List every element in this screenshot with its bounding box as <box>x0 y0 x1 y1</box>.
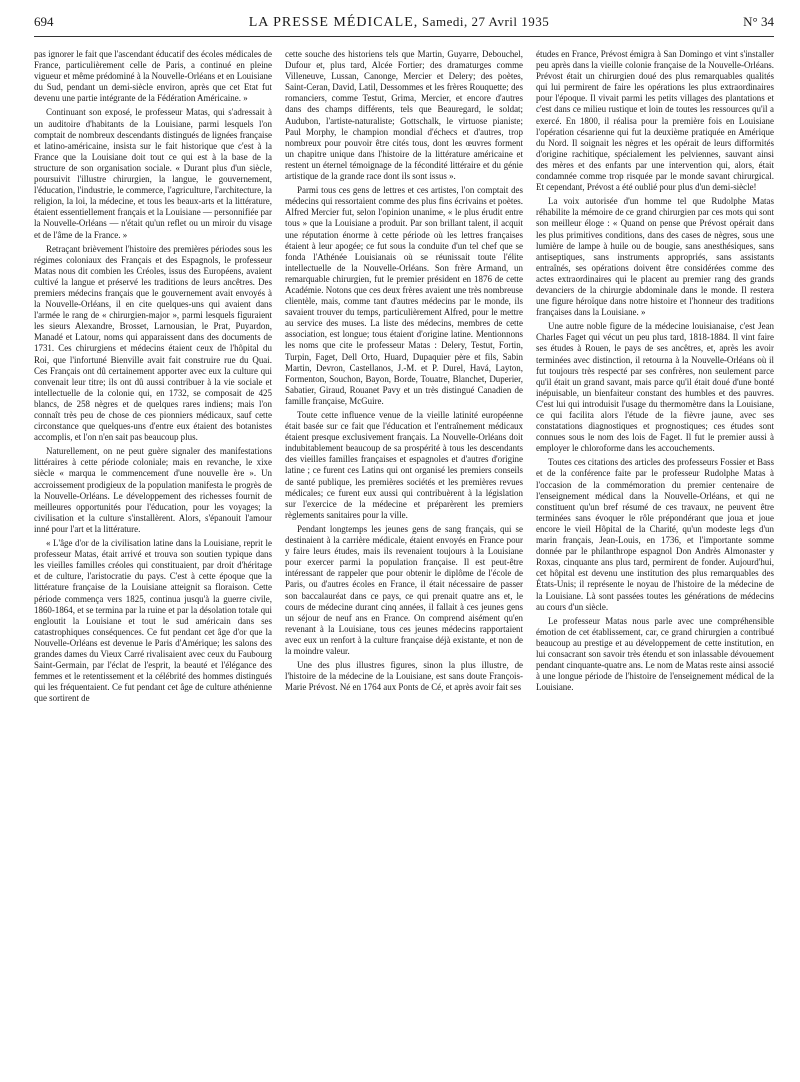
issue-number: N° 34 <box>743 14 774 29</box>
article-paragraph: Toute cette influence venue de la vieille latinité européenne était basée sur ce fait que l'éducation et l'entraînement médicaux étaient presque exclusivement français. La Nouvelle-Orléans doit indubitablement beaucoup de sa prospérité à tous les descendants des vieilles familles françaises et espagnoles et d'autres d'origine latine ; ce furent ces Latins qui ont organisé les premiers conseils de santé publique, les premières sociétés et les premières revues médicales; ce furent eux aussi qui contribuèrent à la législation sur l'exercice de la médecine et préparèrent les premiers règlements sanitaires pour la ville. <box>285 410 523 520</box>
article-paragraph: Une autre noble figure de la médecine louisianaise, c'est Jean Charles Faget qui vécut un peu plus tard, 1818-1884. Il vint faire ses études à Rouen, le pays de ses ancêtres, et, après les avoir terminées avec distinction, il retourna à la Nouvelle-Orléans où il fut toujours très respecté par ses confrères, non seulement parce qu'il était un grand savant, mais parce qu'il était doué d'une bonté inépuisable, un bienfaiteur constant des humbles et des pauvres. C'est lui qui introduisit l'usage du thermomètre dans la Louisiane, ce qui facilita alors l'étude de la fièvre jaune, avec ses constatations diagnostiques et prognostiques; ces études sont connues sous le nom des lois de Faget. Il fut le premier aussi à employer le chloroforme dans les accouchements. <box>536 321 774 454</box>
article-paragraph: Parmi tous ces gens de lettres et ces artistes, l'on comptait des médecins qui ressortaient comme des plus fins écrivains et poètes. Alfred Mercier fut, selon l'opinion unanime, « le plus érudit entre tous » que la Louisiane a produit. Par son brillant talent, il acquit une réputation énorme à cette période où les lettres françaises étaient à leur apogée; ce fut sous la conduite d'un tel chef que se fonda l'Athénée Louisianais où se réunissait toute l'élite intellectuelle de la Nouvelle-Orléans. Son frère Armand, un remarquable chirurgien, fut le premier président en 1876 de cette Académie. Notons que ces deux frères avaient une très nombreuse clientèle, mais, comme tant d'autres médecins par le monde, ils savaient trouver du temps, particulièrement Alfred, pour le mettre au service des muses. La liste des médecins, membres de cette association, est longue; tous étaient d'origine latine. Mentionnons les noms que cite le professeur Matas : Delery, Testut, Fortin, Turpin, Faget, Dell Orto, Huard, Dupaquier père et fils, Sabin Martin, Devron, Castellanos, J.-M. et P. Durel, Havá, Layton, Formenton, Souchon, Bayon, Borde, Touatre, Blanchet, Duperier, Sabatier, Giraud, Rouanet Pavy et un très distingué Canadien de famille française, McGuire. <box>285 185 523 406</box>
article-paragraph: cette souche des historiens tels que Martin, Guyarre, Debouchel, Dufour et, plus tard, Alcée Fortier; des dramaturges comme Villeneuve, Lussan, Canonge, Mercier et Delery; des poètes, Saint-Ceran, David, Latil, Dessommes et les frères Rouquette; des romanciers, comme Testut, Grima, Mercier, et encore d'autres dans des champs différents, tels que Beauregard, le soldat; Audubon, l'artiste-naturaliste; Gottschalk, le virtuose pianiste; Paul Morphy, le champion mondial d'échecs et d'autres, trop nombreux pour pouvoir être cités tous, dont les œuvres forment un chapitre unique dans l'histoire de la littérature américaine et restent un éternel témoignage de la fécondité littéraire et du génie artistique de la grande race dont ils sont issus ». <box>285 49 523 182</box>
article-paragraph: études en France, Prévost émigra à San Domingo et vint s'installer peu après dans la vieille colonie française de la Nouvelle-Orléans. Prévost était un chirurgien doué des plus remarquables qualités qui lui permirent de faire les opérations les plus extraordinaires pour l'époque. Il vivait parmi les petits villages des plantations et c'est dans ce milieu rustique et loin de toutes les ressources qu'il a exercé. En 1800, il réalisa pour la première fois en Louisiane l'opération césarienne qui fut la deuxième pratiquée en Amérique du Nord. Il soignait les nègres et les opérait de leurs difformités d'origine rachitique, spécialement les pelviennes, sauvant ainsi des mères et des enfants par une intervention qui, alors, était condamnée comme trop risquée par le monde savant chirurgical. Et cependant, Prévost a été oublié pour plus d'un demi-siècle! <box>536 49 774 193</box>
article-paragraph: Pendant longtemps les jeunes gens de sang français, qui se destinaient à la carrière médicale, étaient envoyés en France pour y faire leurs études, mais ils revenaient toujours à la Louisiane pour exercer parmi la population française. Il est peut-être intéressant de rappeler que pour obtenir le diplôme de l'école de Paris, ou d'autres écoles en France, il était nécessaire de passer son baccalauréat dans ce pays, ce qui prenait quatre ans et, le cours de médecine durant cinq années, il fallait à ces jeunes gens un séjour de neuf ans en France. On comprend aisément qu'en revenant à la Louisiane, tous ces jeunes médecins rapportaient avec eux un renfort à la culture française déjà existante, et non de la moindre valeur. <box>285 523 523 656</box>
article-paragraph: La voix autorisée d'un homme tel que Rudolphe Matas réhabilite la mémoire de ce grand chirurgien par ces mots qui sont son meilleur éloge : « Quand on pense que Prévost opérait dans les plus primitives conditions, dans des cases de nègres, sous une lumière de lampe à huile ou de bougie, sans anesthésiques, sans antiseptiques, sans instruments appropriés, sans assistants entraînés, ses opérations doivent être considérées comme des actes extraordinaires qui le placent au premier rang des grands devanciers de la chirurgie abdominale dans le monde. Il restera une figure héroïque dans notre histoire et l'honneur des traditions françaises dans la Louisiane. » <box>536 196 774 318</box>
issue-date: Samedi, 27 Avril 1935 <box>422 14 550 29</box>
article-paragraph: Continuant son exposé, le professeur Matas, qui s'adressait à un auditoire d'habitants de la Louisiane, parmi lesquels l'on comptait de nombreux descendants distingués de lignées française et latino-américaine, insista sur le fait historique que c'est à la France que la Louisiane doit tout ce qui est à la base de la structure de son organisation sociale. « Durant plus d'un siècle, poursuivit l'illustre chirurgien, la langue, le gouvernement, l'éducation, l'industrie, le commerce, l'agriculture, l'architecture, la religion, la loi, la médecine, et tous les beaux-arts et la littérature, étaient essentiellement français et la Louisiane — personnifiée par la Nouvelle-Orléans — n'était qu'un reflet ou un miroir du visage et de l'âme de la France. » <box>34 107 272 240</box>
column-left <box>34 49 272 1081</box>
page-header <box>34 14 774 37</box>
page-number: 694 <box>34 14 54 29</box>
article-paragraph: Le professeur Matas nous parle avec une compréhensible émotion de cet établissement, car, ce grand chirurgien a contribué beaucoup au prestige et au développement de cette institution, en lui consacrant son savoir très étendu et son inlassable dévouement pendant cinquante-quatre ans. Le nom de Matas reste ainsi associé à une longue période de l'histoire de l'enseignement médical de la Louisiane. <box>536 615 774 693</box>
running-title <box>84 14 714 31</box>
column-middle <box>285 49 523 1081</box>
journal-title: LA PRESSE MÉDICALE, <box>248 15 419 30</box>
text-columns <box>34 49 774 1081</box>
article-paragraph: pas ignorer le fait que l'ascendant éducatif des écoles médicales de France, particulièrement celle de Paris, a continué en pleine vigueur et même prédominé à la Nouvelle-Orléans et en Louisiane du Sud, pendant un demi-siècle environ, après que cet Etat fut devenu une partie intégrante de la Fédération Américaine. » <box>34 49 272 104</box>
article-paragraph: Toutes ces citations des articles des professeurs Fossier et Bass et de la conférence faite par le professeur Rudolphe Matas à l'occasion de la commémoration du premier centenaire de l'enseignement médical dans la Nouvelle-Orléans, et qui ne constituent qu'un bref résumé de ces travaux, ne peuvent être terminées sans évoquer le rôle prépondérant que joua et joue encore le vieil Hôpital de la Charité, qu'un modeste legs d'un marin français, Jean-Louis, en 1736, et l'importante somme donnée par le philanthrope espagnol Don Andrès Almonaster y Roxas, cinquante ans plus tard, permirent de fonder. Aujourd'hui, cet hôpital est devenu une institution des plus remarquables des États-Unis; il représente le noyau de l'histoire de la médecine de la Louisiane. Là sont passées toutes les générations de médecins au cours d'un siècle. <box>536 457 774 612</box>
article-paragraph: Naturellement, on ne peut guère signaler des manifestations littéraires à cette période coloniale; mais en revanche, le xixe siècle « marqua le commencement d'une nouvelle ère ». Un accroissement prodigieux de la population manifesta le progrès de la Nouvelle-Orléans. Le développement des richesses fournit de meilleures opportunités pour l'éducation, pour les voyages; la civilisation et la culture s'installèrent. Alors, s'épanouit l'amour inné pour l'art et la littérature. <box>34 446 272 534</box>
article-paragraph: Une des plus illustres figures, sinon la plus illustre, de l'histoire de la médecine de la Louisiane, est sans doute François-Marie Prévost. Né en 1764 aux Ponts de Cé, et après avoir fait ses <box>285 660 523 693</box>
column-right <box>536 49 774 1081</box>
article-paragraph: Retraçant brièvement l'histoire des premières périodes sous les régimes coloniaux des Français et des Espagnols, le professeur Matas nous dit combien les Créoles, issus des Européens, avaient cultivé la langue et préservé les traditions de leurs ancêtres. Des premiers médecins français que le gouvernement avait envoyés à la Nouvelle-Orléans, il en cite quelques-uns qui avaient dans l'armée le rang de « chirurgien-major », parmi lesquels figuraient les sieurs Alexandre, Brosset, Larnousian, le Prat, Puyardon, Manadé et Latour, noms qui apparaissent dans des documents de 1731. Ces chirurgiens et médecins étaient ceux de l'hôpital du Roi, que l'infortuné Bienville avait fait construire rue du Quai. Ces Français ont dû certainement apporter avec eux la culture qui convenait leur titre; ils ont dû aussi contribuer à la vie sociale et intellectuelle de la colonie qui, en 1732, se composait de 425 blancs, de 258 nègres et de quelques rares indiens; mais l'on connaît très peu de chose de ces pionniers médicaux, sauf cette circonstance que quelques-uns d'entre eux étaient des botanistes accomplis, et l'on n'en sait pas beaucoup plus. <box>34 243 272 443</box>
article-paragraph: « L'âge d'or de la civilisation latine dans la Louisiane, reprit le professeur Matas, était arrivé et trouva son soutien typique dans les vieilles familles créoles qui constituaient, par droit d'héritage et de culture, l'aristocratie du pays. C'est à cette époque que la littérature française de la Louisiane atteignit sa floraison. Cette période commença vers 1825, continua jusqu'à la guerre civile, 1860-1864, et se termina par la ruine et par la désolation totale qui engloutit la Louisiane et tout le sud américain dans ses catastrophiques conséquences. Ce fut pendant cet âge d'or que la Nouvelle-Orléans est devenue le Paris d'Amérique; les salons des grandes dames du Vieux Carré rivalisaient avec ceux du Faubourg Saint-Germain, par l'éclat de l'esprit, la beauté et l'élégance des femmes et le retentissement et la célébrité des hommes distingués qui les fréquentaient. Ce fut pendant cet âge de culture athénienne que sortirent de <box>34 538 272 704</box>
